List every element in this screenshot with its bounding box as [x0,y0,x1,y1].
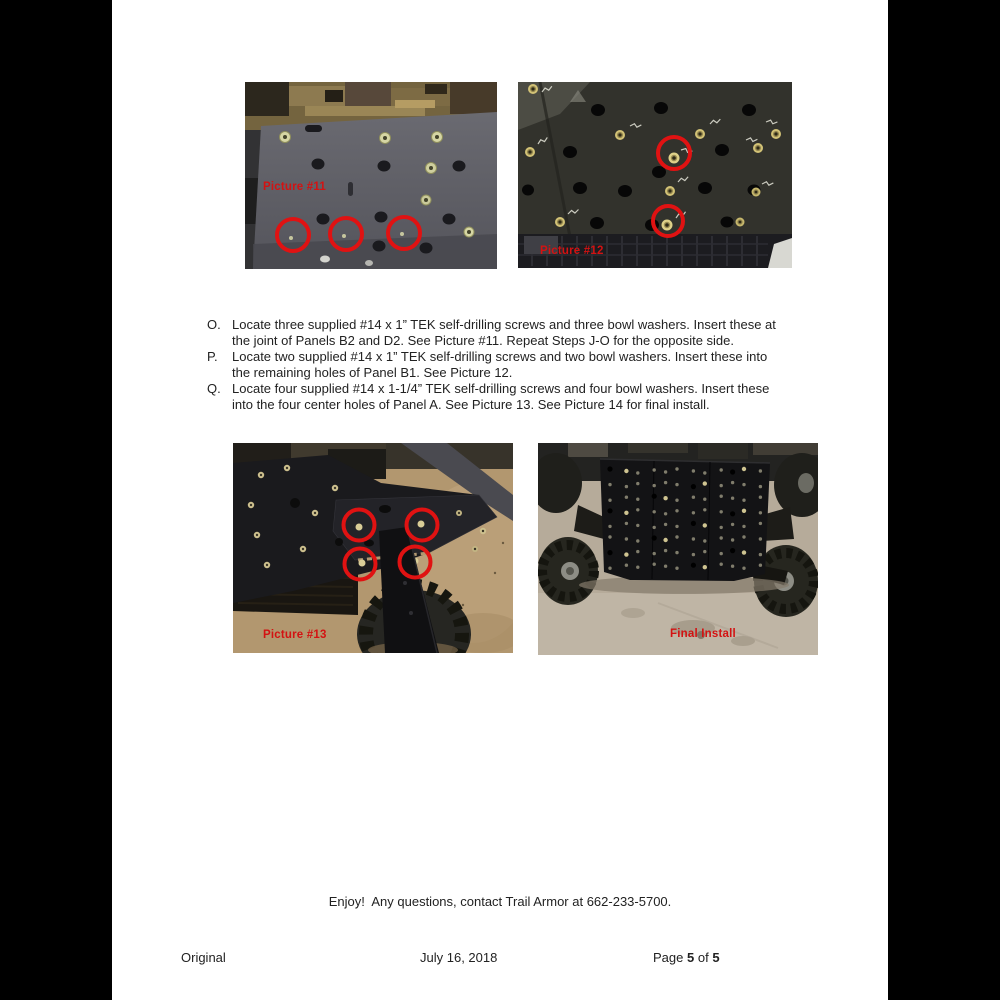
footer-page-word: Page [653,950,684,965]
photo-11-label: Picture #11 [263,181,326,193]
step-Q [207,381,847,413]
photo-picture-11 [245,82,497,269]
step-marker: Q. [207,381,221,396]
step-line: Locate four supplied #14 x 1-1/4” TEK self-drilling screws and four bowl washers. Insert these [232,381,770,396]
footer-page-number: 5 [687,950,695,965]
photo-11-graphic [245,82,497,269]
photo-final-install [538,443,818,655]
step-O [207,317,847,349]
photo-13-graphic [233,443,513,653]
document-page [112,0,888,1000]
step-line: Locate three supplied #14 x 1” TEK self-drilling screws and three bowl washers. Insert these at [232,317,776,332]
photo-final-install-label: Final Install [670,628,736,640]
footer-date: July 16, 2018 [420,950,498,965]
step-marker: O. [207,317,221,332]
photo-picture-13 [233,443,513,653]
footer-page-total: 5 [712,950,720,965]
step-P [207,349,847,381]
footer-of-word: of [697,950,709,965]
step-marker: P. [207,349,218,364]
photo-final-install-graphic [538,443,818,655]
step-line: the joint of Panels B2 and D2. See Picture #11. Repeat Steps J-O for the opposite side. [232,333,735,348]
footer-version: Original [181,950,226,965]
step-line: Locate two supplied #14 x 1” TEK self-drilling screws and two bowl washers. Insert these into [232,349,768,364]
photo-12-label: Picture #12 [540,245,604,257]
photo-13-label: Picture #13 [263,629,327,641]
step-line: into the four center holes of Panel A. See Picture 13. See Picture 14 for final install. [232,397,710,412]
step-line: the remaining holes of Panel B1. See Picture 12. [232,365,513,380]
photo-picture-12 [518,82,792,268]
closing-note: Enjoy! Any questions, contact Trail Armor at 662-233-5700. [328,894,672,909]
footer-page-indicator [653,950,720,965]
photo-12-graphic [518,82,792,268]
instruction-steps [207,317,847,413]
